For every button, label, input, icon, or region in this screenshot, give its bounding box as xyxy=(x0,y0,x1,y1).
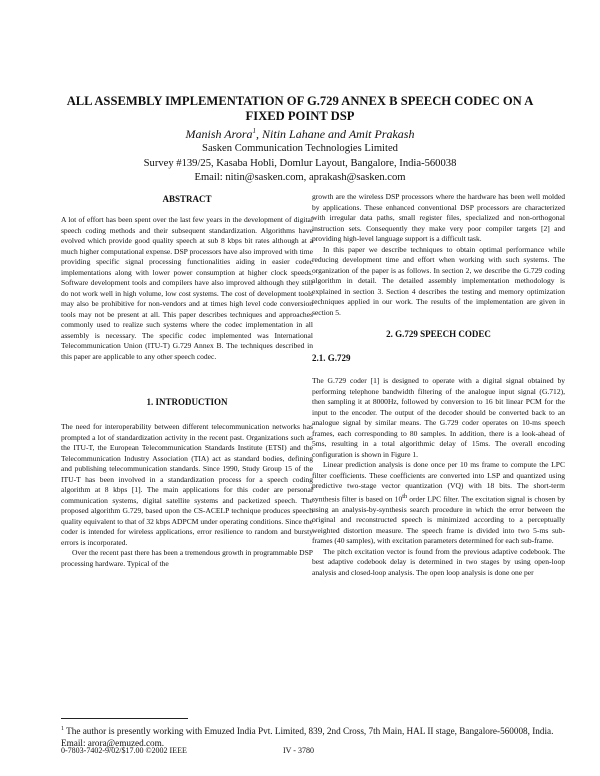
subsection-heading: 2.1. G.729 xyxy=(312,353,351,363)
footnote-marker: 1 xyxy=(252,127,257,135)
affiliation-address: Survey #139/25, Kasaba Hobli, Domlur Layout, Bangalore, India-560038 xyxy=(143,157,457,169)
affiliation-name: Sasken Communication Technologies Limited xyxy=(202,143,398,154)
introduction-paragraph-4: In this paper we describe techniques to obtain optimal performance while reducing development time and effort when working with such systems. The organization of the paper is as follows. In section 2, we describe the G.729 coding algorithm in detail. The detailed assembly implementation methodology is explained in section 3. Section 4 describes the testing and memory optimization techniques applied in our work. The results of the implementation are given in section 5. xyxy=(312,244,565,317)
abstract-text: A lot of effort has been spent over the last few years in the development of digital speech coding methods and their subsequent standardization. Algorithms have evolved which provide good quality speech at sub 8 kbps bit rates although at a much higher computational expense. DSP processors have also improved with time providing specific signal processing functionalities aiding in easier codec implementations along with lower power consumption at higher clock speeds. Software development tools and compilers have also improved although they still do not work well in high volume, low cost systems. The cost of development tools may also be prohibitive for non-vendors and at times high level code conversion tools may not be present at all. This paper describes techniques and approaches commonly used to realize such systems where the codec implementation in all assembly is necessary. The specific codec implemented was International Telecommunication Union (ITU-T) G.729 Annex B. The techniques described in this paper are applicable to any other speech codec. xyxy=(61,215,313,361)
abstract-heading: ABSTRACT xyxy=(162,194,212,204)
footnote-rule xyxy=(61,718,188,719)
left-column xyxy=(61,193,313,569)
introduction-paragraph-1: The need for interoperability between different telecommunication networks has prompted a lot of standardization activity in the recent past. Organizations such as the ITU-T, the European Telecommunication Standards Institute (ETSI) and the Telecommunication Industry Association (TIA) act as standard bodies, defining and publishing telecommunication standards. Since 1990, Study Group 15 of the ITU-T has been involved in a standardization process for a speech coding algorithm at 8 kbps [1]. The main applications for this coder are personal communication systems, digital satellite systems and packetized speech. The proposed algorithm G.729, based upon the CS-ACELP technique produces speech quality equivalent to that of 32 kbps ADPCM under operating conditions. Since the coder is intended for wireless applications, error resilience to random and bursty errors is incorporated. xyxy=(61,422,313,547)
codec-section-heading: 2. G.729 SPEECH CODEC xyxy=(386,329,491,339)
codec-paragraph-2: Linear prediction analysis is done once per 10 ms frame to compute the LPC filter coefficients. These coefficients are converted into LSP and quantized using predictive two-stage vector quantization (VQ) with 18 bits. The short-term synthesis filter is based on 10th order LPC filter. The excitation signal is chosen by using an analysis-by-synthesis search procedure in which the error between the original and reconstructed speech is minimized according to a perceptually weighted distortion measure. The speech frame is divided into two 5-ms sub-frames (40 samples), with excitation parameters determined for each sub-frame. xyxy=(312,460,565,546)
author-others: , Nitin Lahane and Amit Prakash xyxy=(256,127,415,141)
footnote-text: The author is presently working with Emuzed India Pvt. Limited, 839, 2nd Cross, 7th Main, HAL II stage, Bangalore-560008, India. Email: arora@emuzed.com. xyxy=(61,726,554,748)
copyright-line: 0-7803-7402-9/02/$17.00 ©2002 IEEE xyxy=(61,746,187,755)
codec-paragraph-3: The pitch excitation vector is found from the previous adaptive codebook. The best adaptive codebook delay is determined in two stages by using open-loop analysis and closed-loop analysis. The open loop analysis is done one per xyxy=(312,546,565,577)
introduction-heading: 1. INTRODUCTION xyxy=(146,397,228,407)
contact-email: Email: nitin@sasken.com, aprakash@sasken.com xyxy=(194,172,406,183)
page-number: IV - 3780 xyxy=(283,746,314,755)
introduction-paragraph-2: Over the recent past there has been a tremendous growth in programmable DSP processing hardware. Typical of the xyxy=(61,548,313,568)
footnote-number: 1 xyxy=(61,726,64,732)
introduction-paragraph-3: growth are the wireless DSP processors where the hardware has been well molded by applications. These enhanced conventional DSP processors are characterized with irregular data paths, small register files, specialized and non-orthogonal instruction sets. Consequently they make very poor compiler targets [2] and providing high-level language support is a difficult task. xyxy=(312,192,565,243)
paper-title: ALL ASSEMBLY IMPLEMENTATION OF G.729 ANNEX B SPEECH CODEC ON A FIXED POINT DSP xyxy=(66,94,534,123)
codec-paragraph-1: The G.729 coder [1] is designed to operate with a digital signal obtained by performing telephone bandwidth filtering of the analogue input signal (G.712), then sampling it at 8000Hz, followed by conversion to 16 bit linear PCM for the input to the encoder. The output of the decoder should be converted back to an analogue signal by similar means. The G.729 coder operates on 10-ms speech frames, each corresponding to 80 samples. In addition, there is a look-ahead of 5ms, resulting in a total algorithmic delay of 15ms. The overall encoding configuration is shown in Figure 1. xyxy=(312,376,565,459)
right-column xyxy=(312,192,565,578)
author-1: Manish Arora xyxy=(185,127,253,141)
affiliation-block xyxy=(60,142,540,186)
ordinal-superscript: th xyxy=(402,492,408,500)
author-line xyxy=(60,124,540,141)
